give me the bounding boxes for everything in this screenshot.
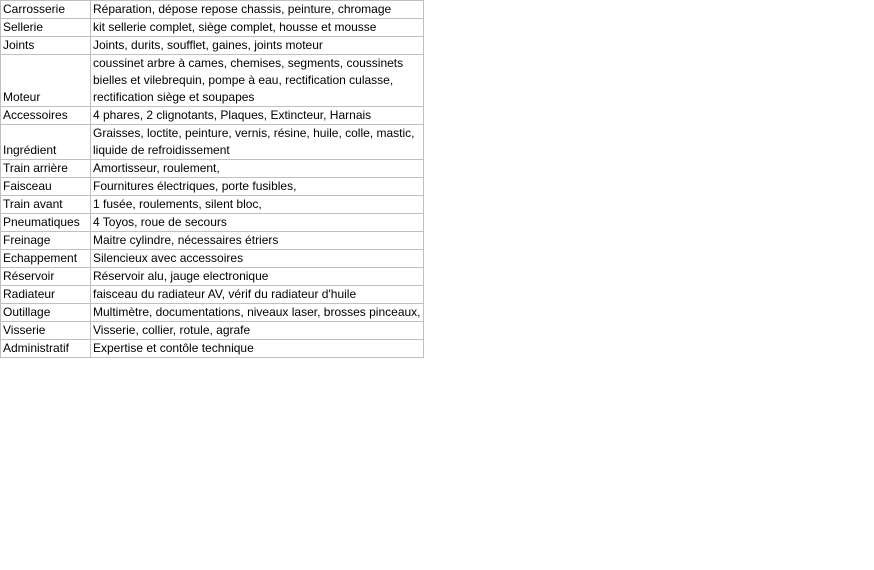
details-cell: 4 Toyos, roue de secours (91, 214, 424, 232)
table-row (1, 286, 424, 304)
table-row (1, 55, 424, 107)
table-row (1, 232, 424, 250)
table-row (1, 304, 424, 322)
category-cell: Accessoires (1, 107, 91, 125)
details-cell: faisceau du radiateur AV, vérif du radiateur d'huile (91, 286, 424, 304)
category-cell: Joints (1, 37, 91, 55)
table-row (1, 125, 424, 160)
details-cell: Maitre cylindre, nécessaires étriers (91, 232, 424, 250)
category-cell: Train avant (1, 196, 91, 214)
table-row (1, 268, 424, 286)
table-row (1, 19, 424, 37)
parts-table (0, 0, 424, 358)
category-cell: Administratif (1, 340, 91, 358)
details-cell: Expertise et contôle technique (91, 340, 424, 358)
table-row (1, 1, 424, 19)
category-cell: Réservoir (1, 268, 91, 286)
table-row (1, 107, 424, 125)
details-cell: Joints, durits, soufflet, gaines, joints moteur (91, 37, 424, 55)
details-cell: Silencieux avec accessoires (91, 250, 424, 268)
category-cell: Carrosserie (1, 1, 91, 19)
details-cell: kit sellerie complet, siège complet, housse et mousse (91, 19, 424, 37)
category-cell: Train arrière (1, 160, 91, 178)
category-cell: Echappement (1, 250, 91, 268)
details-cell: Réparation, dépose repose chassis, peinture, chromage (91, 1, 424, 19)
details-cell: Amortisseur, roulement, (91, 160, 424, 178)
category-cell: Ingrédient (1, 125, 91, 160)
details-cell: Visserie, collier, rotule, agrafe (91, 322, 424, 340)
table-row (1, 37, 424, 55)
category-cell: Faisceau (1, 178, 91, 196)
category-cell: Freinage (1, 232, 91, 250)
category-cell: Outillage (1, 304, 91, 322)
category-cell: Moteur (1, 55, 91, 107)
category-cell: Radiateur (1, 286, 91, 304)
table-row (1, 160, 424, 178)
details-cell: Graisses, loctite, peinture, vernis, résine, huile, colle, mastic, liquide de refroidissement (91, 125, 424, 160)
table-row (1, 178, 424, 196)
details-cell: 1 fusée, roulements, silent bloc, (91, 196, 424, 214)
table-row (1, 250, 424, 268)
category-cell: Visserie (1, 322, 91, 340)
details-cell: Fournitures électriques, porte fusibles, (91, 178, 424, 196)
table-row (1, 214, 424, 232)
details-cell: 4 phares, 2 clignotants, Plaques, Extincteur, Harnais (91, 107, 424, 125)
details-cell: Réservoir alu, jauge electronique (91, 268, 424, 286)
details-cell: coussinet arbre à cames, chemises, segments, coussinets bielles et vilebrequin, pompe à eau, rectification culasse, rectification siège et soupapes (91, 55, 424, 107)
details-cell: Multimètre, documentations, niveaux laser, brosses pinceaux, (91, 304, 424, 322)
table-row (1, 196, 424, 214)
table-row (1, 322, 424, 340)
category-cell: Pneumatiques (1, 214, 91, 232)
table-row (1, 340, 424, 358)
category-cell: Sellerie (1, 19, 91, 37)
